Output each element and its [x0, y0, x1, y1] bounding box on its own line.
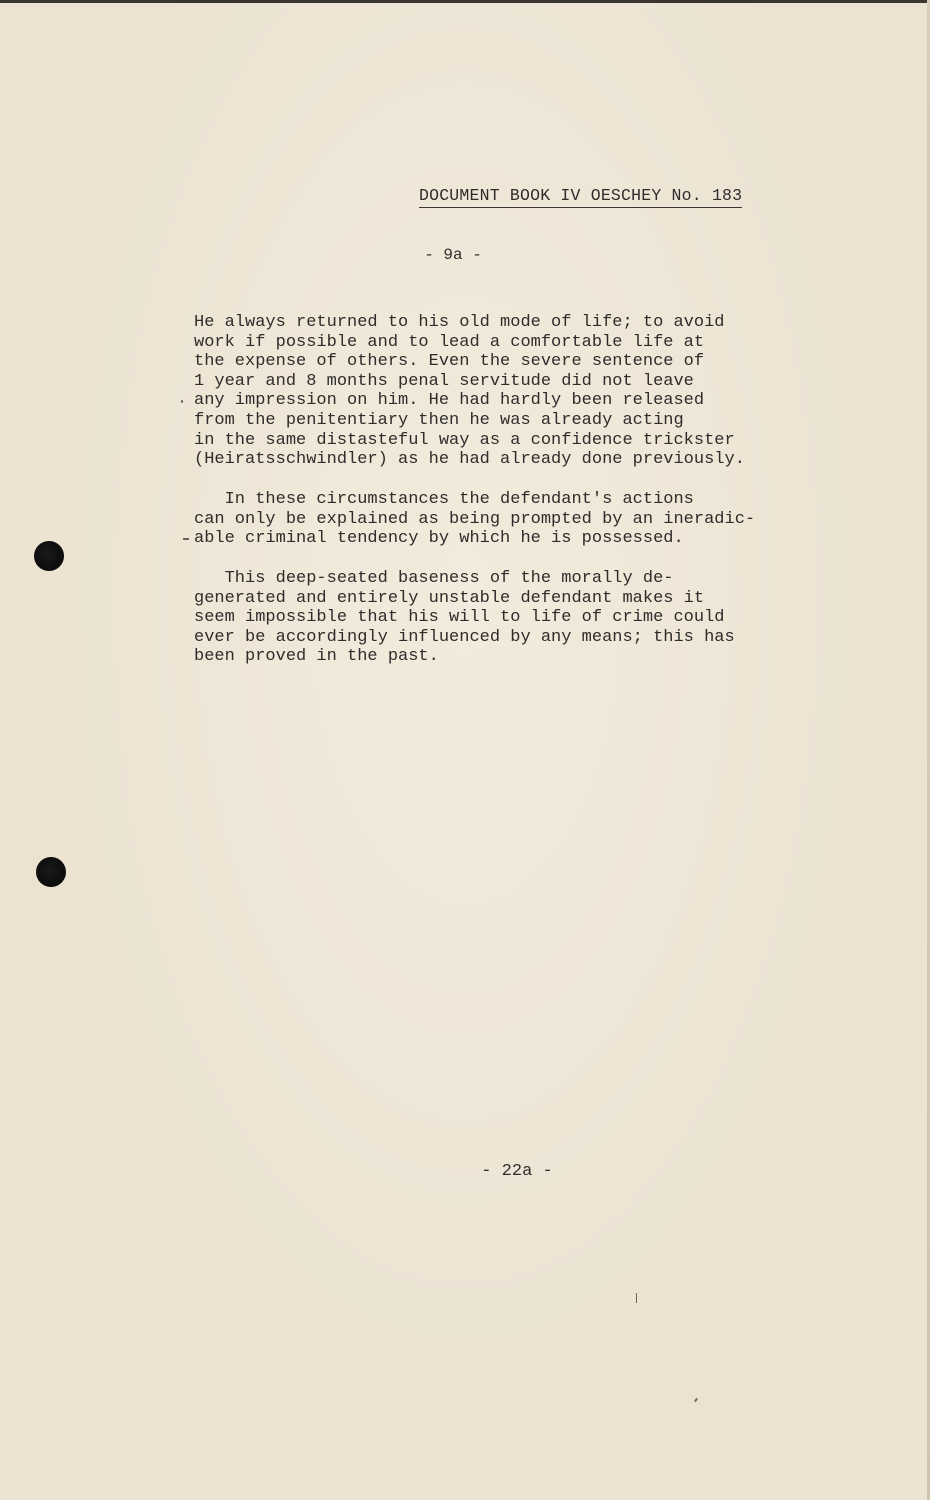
text-line: able criminal tendency by which he is possessed. [194, 529, 684, 549]
text-line: seem impossible that his will to life of crime could [194, 608, 725, 628]
text-line: any impression on him. He had hardly been released [194, 391, 705, 411]
paragraph-3 [194, 569, 874, 667]
page-number-top: - 9a - [424, 246, 482, 264]
text-line: (Heiratsschwindler) as he had already done previously. [194, 450, 745, 470]
text-line: work if possible and to lead a comfortable life at [194, 332, 705, 352]
text-line: from the penitentiary then he was already acting [194, 410, 684, 430]
paper-speck [181, 400, 183, 403]
punch-hole [34, 541, 64, 571]
text-line: in the same distasteful way as a confidence trickster [194, 430, 735, 450]
text-line: ever be accordingly influenced by any means; this has [194, 627, 735, 647]
top-edge-line [0, 0, 930, 3]
paragraph-1 [194, 313, 874, 470]
text-line: the expense of others. Even the severe sentence of [194, 352, 705, 372]
text-line: This deep-seated baseness of the morally de- [194, 569, 674, 588]
punch-hole [36, 857, 66, 887]
paper-speck [636, 1293, 637, 1303]
text-line: been proved in the past. [194, 647, 439, 667]
paper-speck [694, 1398, 698, 1402]
text-line: In these circumstances the defendant's actions [194, 490, 694, 509]
text-line: can only be explained as being prompted by an ineradic- [194, 509, 756, 529]
document-header: DOCUMENT BOOK IV OESCHEY No. 183 [419, 186, 742, 208]
text-line: 1 year and 8 months penal servitude did not leave [194, 371, 694, 391]
paper-speck [183, 538, 189, 540]
text-line: generated and entirely unstable defendant makes it [194, 588, 705, 608]
paragraph-2 [194, 490, 874, 549]
text-line: He always returned to his old mode of life; to avoid [194, 313, 725, 332]
page-number-bottom: - 22a - [481, 1162, 553, 1181]
